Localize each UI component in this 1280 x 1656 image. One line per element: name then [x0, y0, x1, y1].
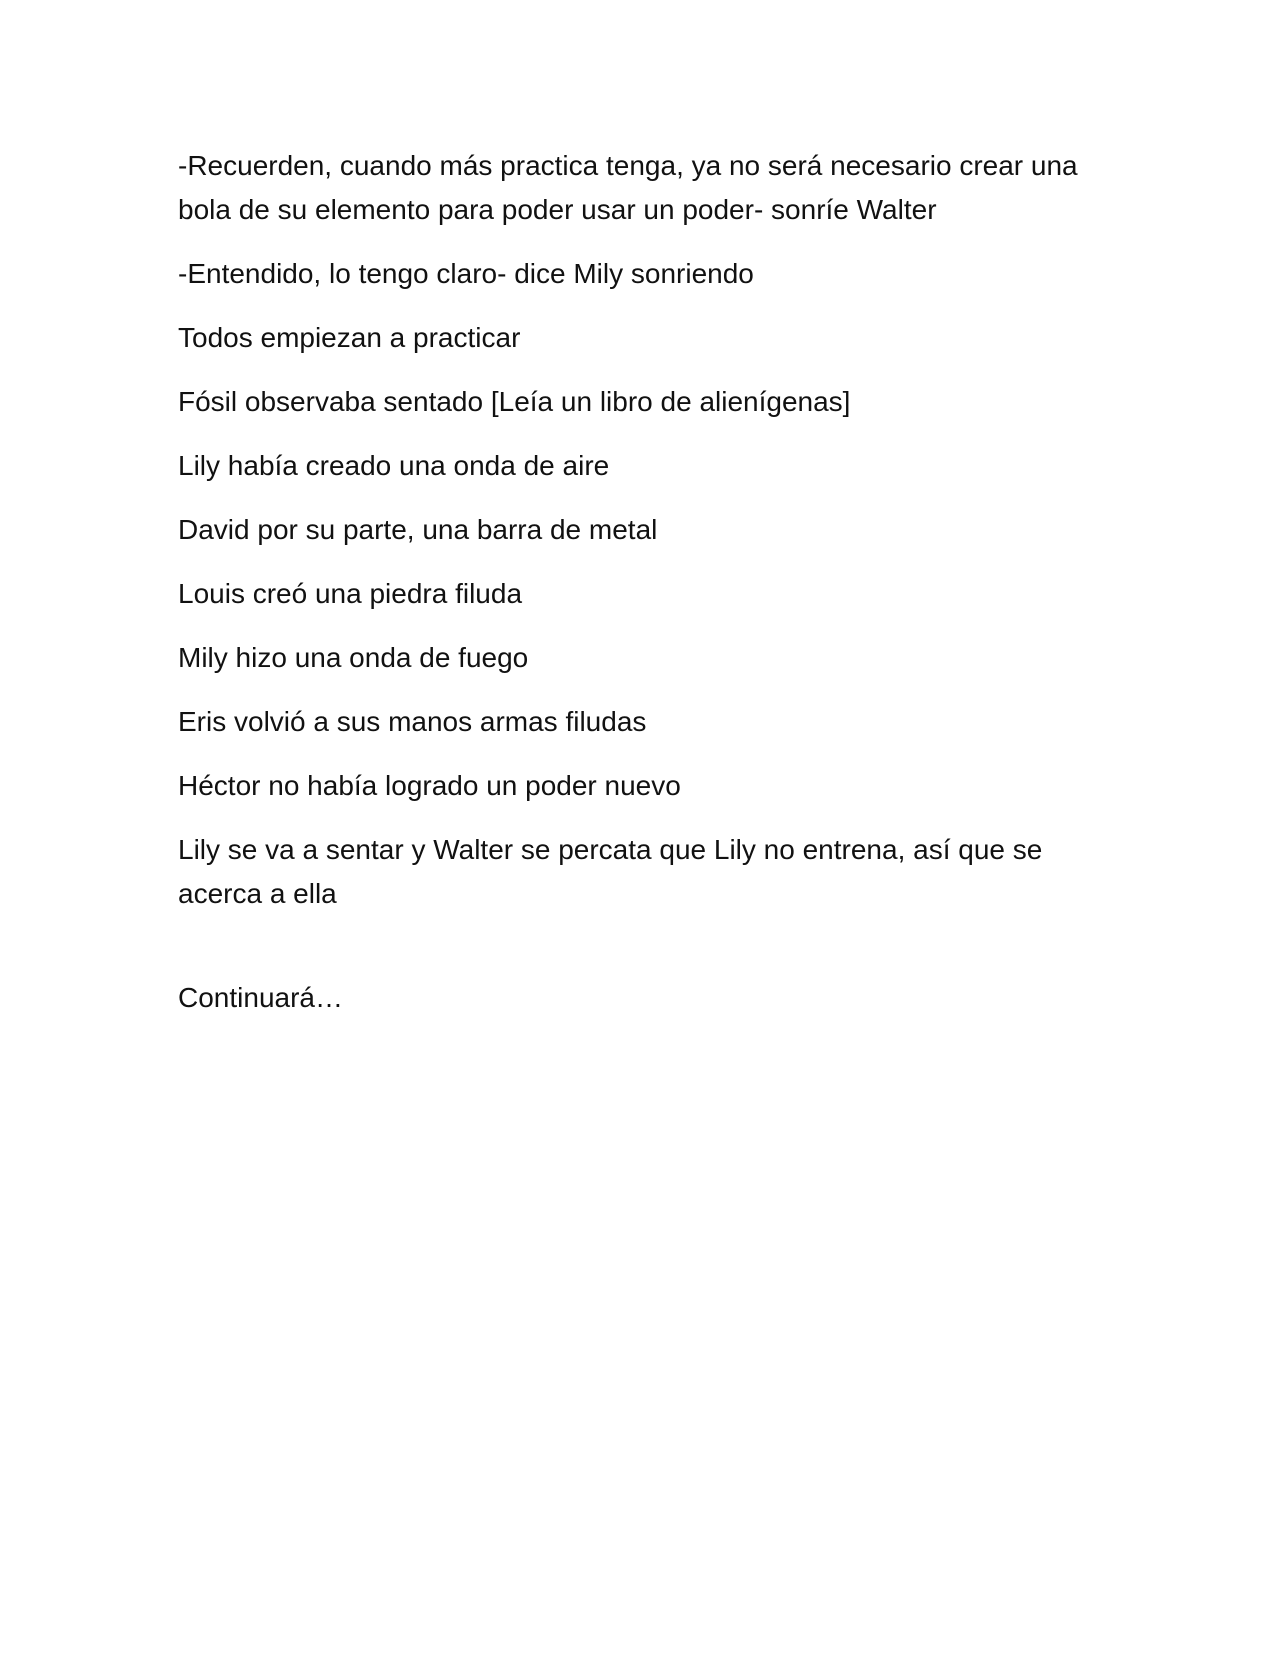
paragraph-3: Todos empiezan a practicar [178, 322, 521, 353]
closing-line: Continuará… [178, 982, 343, 1013]
paragraph-6: David por su parte, una barra de metal [178, 514, 658, 545]
paragraph-11: Lily se va a sentar y Walter se percata que Lily no entrena, así que se acerca a ella [178, 834, 1043, 909]
paragraph-4: Fósil observaba sentado [Leía un libro de alienígenas] [178, 386, 851, 417]
paragraph-2: -Entendido, lo tengo claro- dice Mily sonriendo [178, 258, 754, 289]
paragraph-10: Héctor no había logrado un poder nuevo [178, 770, 681, 801]
paragraph-5: Lily había creado una onda de aire [178, 450, 610, 481]
paragraph-7: Louis creó una piedra filuda [178, 578, 523, 609]
paragraph-8: Mily hizo una onda de fuego [178, 642, 529, 673]
paragraph-9: Eris volvió a sus manos armas filudas [178, 706, 647, 737]
document-body [178, 144, 1098, 1040]
paragraph-1: -Recuerden, cuando más practica tenga, ya no será necesario crear una bola de su elemento para poder usar un poder- sonríe Walter [178, 150, 1078, 225]
